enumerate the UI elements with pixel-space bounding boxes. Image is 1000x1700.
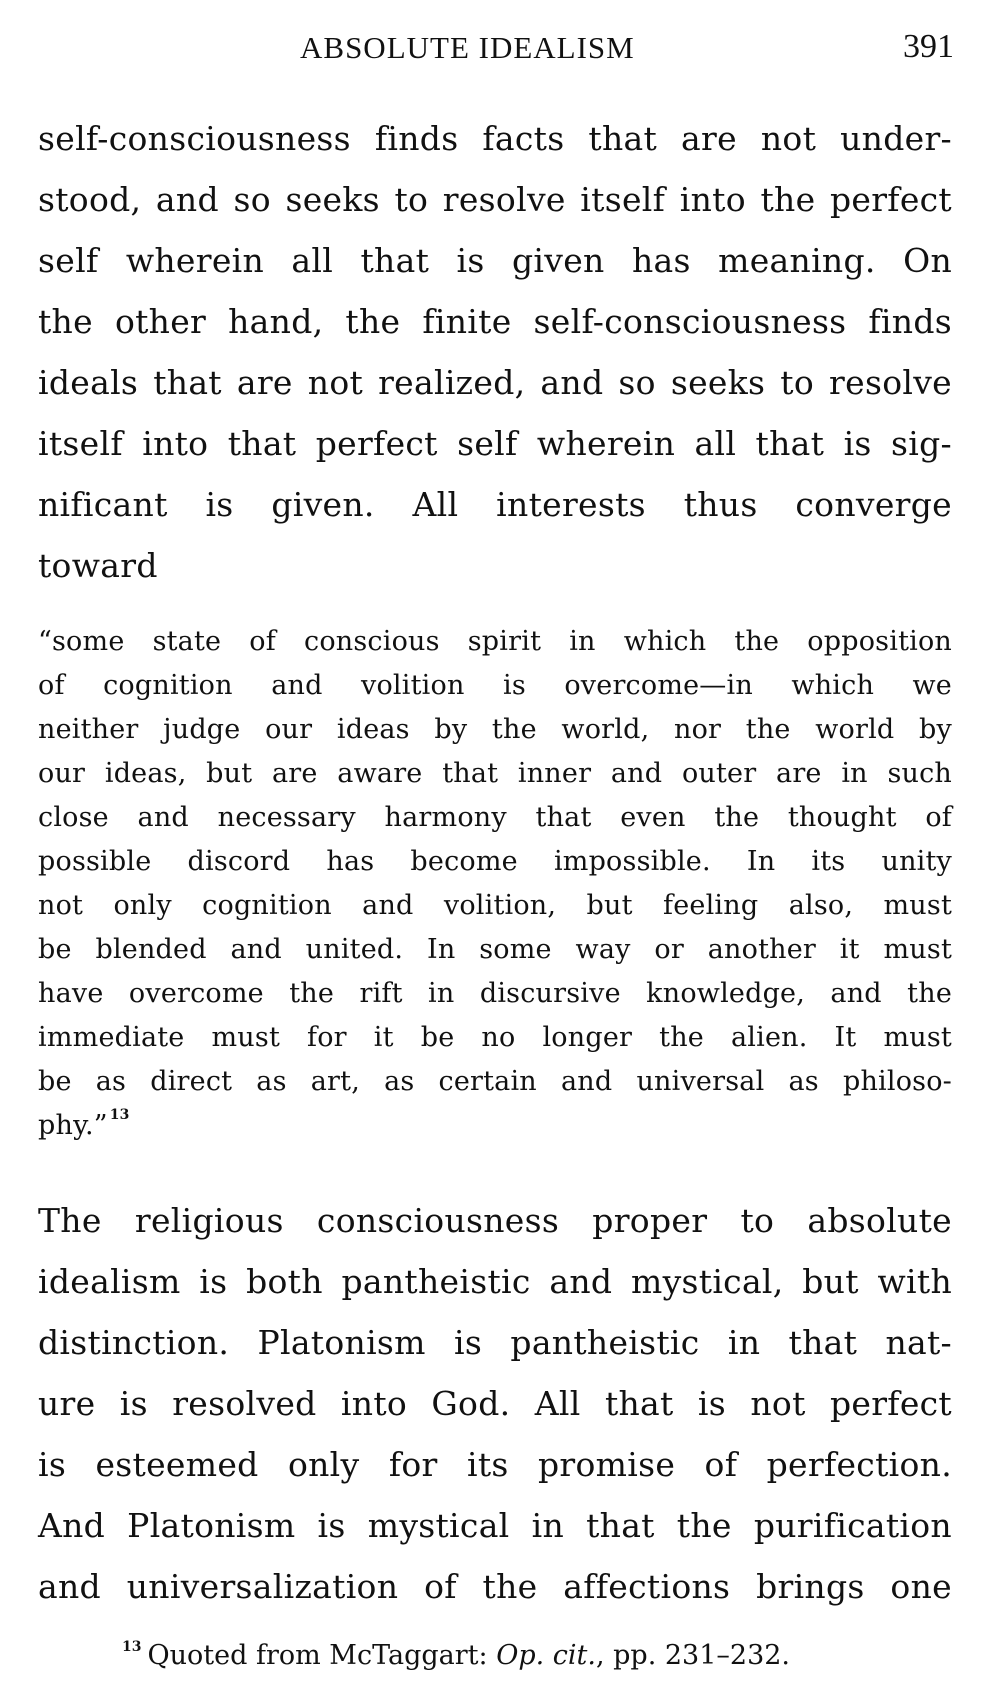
quote-line: “some state of conscious spirit in which the opposition [38, 626, 952, 657]
quote-end-text: phy.” [38, 1110, 108, 1141]
text-line: ure is resolved into God. All that is not perfect [38, 1384, 952, 1423]
quote-line: of cognition and volition is overcome—in which we [38, 670, 952, 701]
quote-line: neither judge our ideas by the world, nor the world by [38, 714, 952, 745]
text-line: the other hand, the finite self-consciousness finds [38, 302, 952, 341]
footnote-text: Quoted from McTaggart: [147, 1640, 497, 1671]
text-line: is esteemed only for its promise of perfection. [38, 1445, 952, 1484]
text-line: self-consciousness finds facts that are not under- [38, 119, 952, 158]
text-line: stood, and so seeks to resolve itself into the perfect [38, 180, 952, 219]
running-head [0, 26, 1000, 76]
paragraph-1 [38, 108, 952, 596]
quote-line: be as direct as art, as certain and universal as philoso- [38, 1066, 952, 1097]
quote-line: our ideas, but are aware that inner and outer are in such [38, 758, 952, 789]
text-line: The religious consciousness proper to absolute [38, 1201, 952, 1240]
quote-line: possible discord has become impossible. In its unity [38, 846, 952, 877]
paragraph-2 [38, 1190, 952, 1617]
text-line: and universalization of the affections brings one [38, 1567, 952, 1606]
footnote-number: 13 [122, 1639, 142, 1655]
footnote-marker: 13 [109, 1107, 130, 1123]
text-line: toward [38, 546, 158, 585]
quote-line: have overcome the rift in discursive knowledge, and the [38, 978, 952, 1009]
quote-line: close and necessary harmony that even the thought of [38, 802, 952, 833]
block-quote [38, 620, 952, 1148]
footnote [120, 1638, 960, 1674]
text-line: ideals that are not realized, and so seeks to resolve [38, 363, 952, 402]
quote-line: be blended and united. In some way or another it must [38, 934, 952, 965]
text-line: And Platonism is mystical in that the purification [38, 1506, 952, 1545]
text-line: self wherein all that is given has meaning. On [38, 241, 952, 280]
text-line: itself into that perfect self wherein all that is sig- [38, 424, 952, 463]
running-title: ABSOLUTE IDEALISM [300, 30, 635, 65]
text-line: distinction. Platonism is pantheistic in that nat- [38, 1323, 952, 1362]
page-number: 391 [903, 28, 954, 65]
text-line: idealism is both pantheistic and mystical, but with [38, 1262, 952, 1301]
quote-line: immediate must for it be no longer the alien. It must [38, 1022, 952, 1053]
footnote-pages: , pp. 231–232. [595, 1640, 791, 1671]
quote-line: not only cognition and volition, but feeling also, must [38, 890, 952, 921]
footnote-citation: Op. cit. [496, 1640, 596, 1671]
quote-line-last [38, 1104, 952, 1148]
text-line: nificant is given. All interests thus converge [38, 485, 952, 524]
